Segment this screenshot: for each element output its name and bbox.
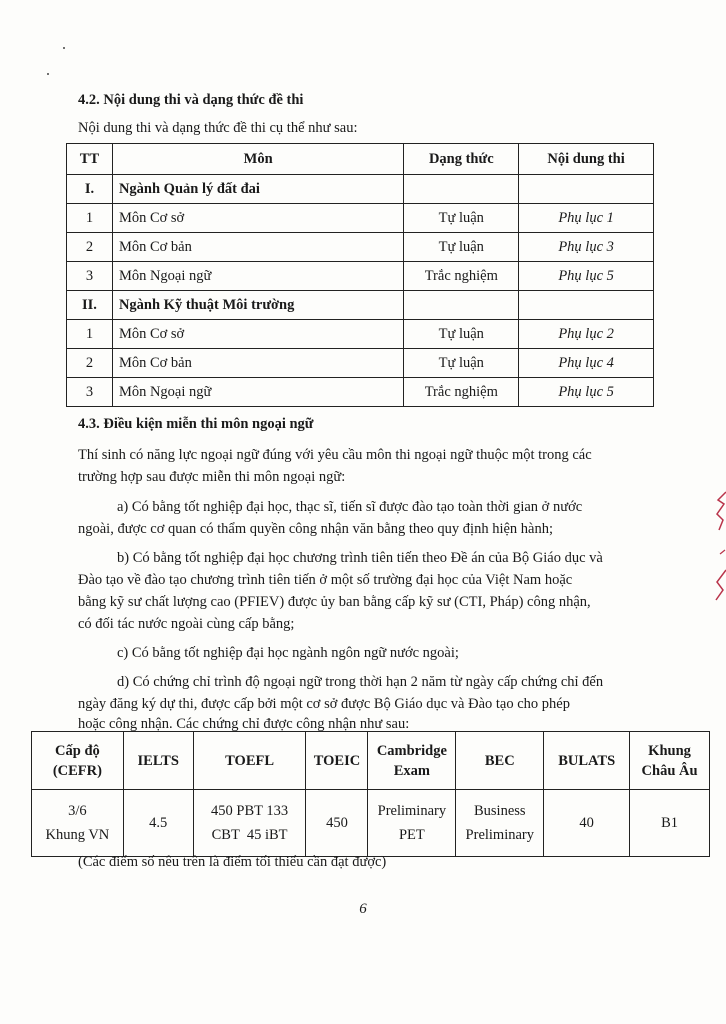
table-row [67, 349, 654, 378]
header-cefr [32, 732, 124, 790]
table-row [67, 233, 654, 262]
table-row [67, 204, 654, 233]
header-cambridge-line: Exam [393, 762, 430, 779]
paragraph-line: d) Có chứng chỉ trình độ ngoại ngữ trong thời hạn 2 năm từ ngày cấp chứng chỉ đến [117, 674, 604, 690]
scan-speck [63, 47, 65, 49]
cell-line: Khung VN [45, 827, 110, 843]
header-mon: Môn [112, 144, 403, 175]
row-noi-dung: Phụ lục 3 [519, 233, 654, 262]
header-toefl: TOEFL [193, 732, 306, 790]
header-dang-thuc: Dạng thức [404, 144, 519, 175]
cell-line: Preliminary [465, 827, 535, 843]
row-mon: Môn Cơ bản [112, 349, 403, 378]
section-heading-4-2: 4.2. Nội dung thi và dạng thức đề thi [78, 92, 304, 108]
header-tt: TT [67, 144, 113, 175]
empty-cell [519, 175, 654, 204]
group-row [67, 175, 654, 204]
section-heading-4-3: 4.3. Điều kiện miễn thi môn ngoại ngữ [78, 416, 314, 432]
row-tt: 2 [67, 233, 113, 262]
paragraph-line: a) Có bằng tốt nghiệp đại học, thạc sĩ, tiến sĩ được đào tạo toàn thời gian ở nước [117, 499, 583, 515]
paragraph-line: Đào tạo về đào tạo chương trình tiên tiến ở một số trường đại học của Việt Nam hoặc [78, 572, 573, 588]
red-stamp-edge-icon [714, 490, 726, 610]
row-dang-thuc: Tự luận [404, 233, 519, 262]
certificate-table [31, 731, 710, 857]
row-mon: Môn Ngoại ngữ [112, 378, 403, 407]
group-index: I. [67, 175, 113, 204]
row-mon: Môn Cơ bản [112, 233, 403, 262]
row-tt: 1 [67, 204, 113, 233]
cell-line: PET [398, 827, 425, 843]
empty-cell [404, 175, 519, 204]
row-mon: Môn Cơ sở [112, 204, 403, 233]
cell-line: 450 PBT 133 [211, 803, 289, 819]
header-cefr-line: (CEFR) [52, 762, 102, 779]
row-noi-dung: Phụ lục 5 [519, 262, 654, 291]
cell-khung: B1 [630, 790, 710, 857]
cell-line: CBT 45 iBT [211, 827, 288, 843]
paragraph-line: ngoài, được cơ quan có thẩm quyền công nhận văn bằng theo quy định hiện hành; [78, 521, 553, 537]
paragraph-line: b) Có bằng tốt nghiệp đại học chương trình tiên tiến theo Đề án của Bộ Giáo dục và [117, 550, 603, 566]
row-tt: 1 [67, 320, 113, 349]
table-header-row [67, 144, 654, 175]
row-noi-dung: Phụ lục 1 [519, 204, 654, 233]
cell-line: Preliminary [377, 803, 447, 819]
row-dang-thuc: Trắc nghiệm [404, 378, 519, 407]
cell-line: 3/6 [68, 803, 87, 819]
header-bulats: BULATS [544, 732, 630, 790]
paragraph-line: có đối tác nước ngoài cùng cấp bằng; [78, 616, 295, 632]
cell-ielts: 4.5 [123, 790, 193, 857]
score-note: (Các điểm số nêu trên là điểm tối thiểu cần đạt được) [78, 854, 387, 870]
table-header-row [32, 732, 710, 790]
row-dang-thuc: Tự luận [404, 320, 519, 349]
paragraph-line: Thí sinh có năng lực ngoại ngữ đúng với yêu cầu môn thi ngoại ngữ thuộc một trong các [78, 447, 592, 463]
header-khung-line: Châu Âu [641, 762, 698, 779]
scan-speck [47, 73, 49, 75]
empty-cell [404, 291, 519, 320]
row-dang-thuc: Trắc nghiệm [404, 262, 519, 291]
row-tt: 3 [67, 378, 113, 407]
group-row [67, 291, 654, 320]
row-noi-dung: Phụ lục 2 [519, 320, 654, 349]
header-toeic: TOEIC [306, 732, 368, 790]
header-cambridge [368, 732, 456, 790]
cell-toefl [193, 790, 306, 857]
header-khung-line: Khung [648, 742, 691, 759]
header-noi-dung: Nội dung thi [519, 144, 654, 175]
row-noi-dung: Phụ lục 5 [519, 378, 654, 407]
paragraph-line: ngày đăng ký dự thi, được cấp bởi một cơ sở được Bộ Giáo dục và Đào tạo cho phép [78, 696, 570, 712]
header-khung [630, 732, 710, 790]
header-cambridge-line: Cambridge [376, 742, 447, 759]
empty-cell [519, 291, 654, 320]
table-row [67, 320, 654, 349]
cell-line: Business [473, 803, 526, 819]
row-noi-dung: Phụ lục 4 [519, 349, 654, 378]
cell-cefr [32, 790, 124, 857]
paragraph-line: c) Có bằng tốt nghiệp đại học ngành ngôn ngữ nước ngoài; [117, 645, 459, 661]
paragraph-line: hoặc công nhận. Các chứng chỉ được công nhận như sau: [78, 716, 410, 732]
paragraph-line: bằng kỹ sư chất lượng cao (PFIEV) được ủy ban bằng cấp kỹ sư (CTI, Pháp) công nhận, [78, 594, 591, 610]
cell-cambridge [368, 790, 456, 857]
header-ielts: IELTS [123, 732, 193, 790]
header-cefr-line: Cấp độ [55, 742, 100, 759]
row-tt: 2 [67, 349, 113, 378]
section-intro: Nội dung thi và dạng thức đề thi cụ thể như sau: [78, 120, 358, 136]
paragraph-line: trường hợp sau được miễn thi môn ngoại ngữ: [78, 469, 346, 485]
group-index: II. [67, 291, 113, 320]
page-number: 6 [359, 901, 367, 917]
row-dang-thuc: Tự luận [404, 349, 519, 378]
row-mon: Môn Cơ sở [112, 320, 403, 349]
exam-content-table [66, 143, 654, 407]
row-mon: Môn Ngoại ngữ [112, 262, 403, 291]
cell-toeic: 450 [306, 790, 368, 857]
cell-bec [456, 790, 544, 857]
group-name: Ngành Quản lý đất đai [112, 175, 403, 204]
table-row [67, 262, 654, 291]
table-row [32, 790, 710, 857]
group-name: Ngành Kỹ thuật Môi trường [112, 291, 403, 320]
header-bec: BEC [456, 732, 544, 790]
cell-bulats: 40 [544, 790, 630, 857]
row-dang-thuc: Tự luận [404, 204, 519, 233]
row-tt: 3 [67, 262, 113, 291]
table-row [67, 378, 654, 407]
